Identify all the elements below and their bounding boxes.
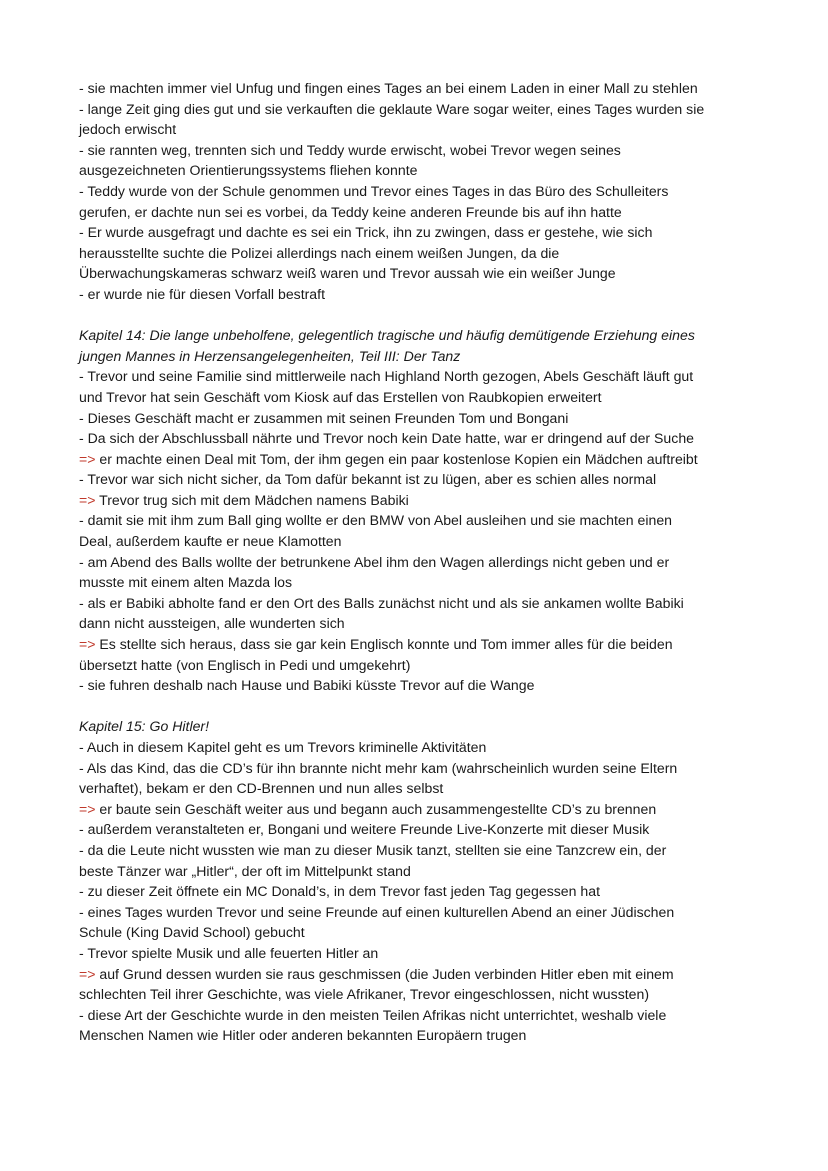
text-line: - da die Leute nicht wussten wie man zu dieser Musik tanzt, stellten sie eine Tanzcrew ein, der (79, 841, 667, 858)
text-line: verhaftet), bekam er den CD-Brennen und nun alles selbst (79, 780, 444, 797)
arrow-marker: => (79, 491, 96, 508)
text-line: - Teddy wurde von der Schule genommen und Trevor eines Tages in das Büro des Schulleiters (79, 182, 669, 199)
text-line: - Trevor spielte Musik und alle feuerten Hitler an (79, 944, 379, 961)
text-line: - sie rannten weg, trennten sich und Teddy wurde erwischt, wobei Trevor wegen seines (79, 141, 621, 158)
text-line: herausstellte suchte die Polizei allerdings nach einem weißen Jungen, da die (79, 244, 560, 261)
text-line: - er wurde nie für diesen Vorfall bestraft (79, 285, 325, 302)
text-line: - lange Zeit ging dies gut und sie verkauften die geklaute Ware sogar weiter, eines Tages wurden sie (79, 100, 705, 117)
text-line (79, 799, 756, 820)
text-line: Deal, außerdem kaufte er neue Klamotten (79, 533, 342, 550)
text-line: ausgezeichneten Orientierungssystems fliehen konnte (79, 162, 418, 179)
paragraph-gap (79, 305, 756, 326)
text-line: - sie fuhren deshalb nach Hause und Babiki küsste Trevor auf die Wange (79, 677, 535, 694)
text-span: er baute sein Geschäft weiter aus und begann auch zusammengestellte CD’s zu brennen (95, 800, 657, 817)
text-line: Schule (King David School) gebucht (79, 924, 305, 941)
text-line: schlechten Teil ihrer Geschichte, was viele Afrikaner, Trevor eingeschlossen, nicht wussten) (79, 986, 650, 1003)
text-span: er machte einen Deal mit Tom, der ihm gegen ein paar kostenlose Kopien ein Mädchen auftreibt (95, 450, 698, 467)
text-line (79, 449, 756, 470)
text-line: - Auch in diesem Kapitel geht es um Trevors kriminelle Aktivitäten (79, 739, 487, 755)
section-chapter-15 (79, 716, 756, 1046)
arrow-marker: => (79, 450, 96, 467)
text-line: musste mit einem alten Mazda los (79, 574, 293, 591)
text-line (79, 634, 756, 655)
chapter-heading: Kapitel 14: Die lange unbeholfene, gelegentlich tragische und häufig demütigende Erziehung eines (79, 327, 695, 344)
text-line: - sie machten immer viel Unfug und fingen eines Tages an bei einem Laden in einer Mall zu stehlen (79, 80, 698, 96)
text-line: - Trevor und seine Familie sind mittlerweile nach Highland North gezogen, Abels Geschäft läuft gut (79, 368, 694, 385)
section-intro (79, 78, 756, 305)
text-line: und Trevor hat sein Geschäft vom Kiosk auf das Erstellen von Raubkopien erweitert (79, 388, 602, 405)
text-line: gerufen, er dachte nun sei es vorbei, da Teddy keine anderen Freunde bis auf ihn hatte (79, 203, 622, 220)
text-line (79, 964, 756, 985)
text-line: - außerdem veranstalteten er, Bongani und weitere Freunde Live-Konzerte mit dieser Musik (79, 821, 650, 838)
text-line: beste Tänzer war „Hitler“, der oft im Mittelpunkt stand (79, 862, 411, 879)
text-line (79, 490, 756, 511)
chapter-heading: Kapitel 15: Go Hitler! (79, 718, 210, 735)
text-line: - Er wurde ausgefragt und dachte es sei ein Trick, ihn zu zwingen, dass er gestehe, wie sich (79, 224, 653, 241)
text-line: - zu dieser Zeit öffnete ein MC Donald’s, in dem Trevor fast jeden Tag gegessen hat (79, 883, 600, 900)
text-line: - Dieses Geschäft macht er zusammen mit seinen Freunden Tom und Bongani (79, 409, 569, 426)
text-line: - am Abend des Balls wollte der betrunkene Abel ihm den Wagen allerdings nicht geben und er (79, 553, 670, 570)
text-line: - damit sie mit ihm zum Ball ging wollte er den BMW von Abel ausleihen und sie machten einen (79, 512, 673, 529)
chapter-heading: jungen Mannes in Herzensangelegenheiten, Teil III: Der Tanz (79, 347, 461, 364)
text-line: Menschen Namen wie Hitler oder anderen bekannten Europäern trugen (79, 1027, 527, 1044)
text-line: - eines Tages wurden Trevor und seine Freunde auf einen kulturellen Abend an einer Jüdischen (79, 903, 675, 920)
text-line: - Da sich der Abschlussball nährte und Trevor noch kein Date hatte, war er dringend auf der Suche (79, 430, 694, 447)
text-line: - als er Babiki abholte fand er den Ort des Balls zunächst nicht und als sie ankamen wollte Babiki (79, 594, 684, 611)
text-line: dann nicht aussteigen, alle wunderten sich (79, 615, 345, 632)
text-span: Trevor trug sich mit dem Mädchen namens Babiki (95, 491, 409, 508)
paragraph-gap (79, 696, 756, 717)
text-span: Es stellte sich heraus, dass sie gar kein Englisch konnte und Tom immer alles für die beiden (95, 636, 673, 653)
arrow-marker: => (79, 800, 96, 817)
text-line: - Trevor war sich nicht sicher, da Tom dafür bekannt ist zu lügen, aber es schien alles normal (79, 471, 657, 488)
text-line: - diese Art der Geschichte wurde in den meisten Teilen Afrikas nicht unterrichtet, weshalb viele (79, 1006, 667, 1023)
section-chapter-14 (79, 325, 756, 696)
text-line: jedoch erwischt (79, 121, 177, 138)
text-line: - Als das Kind, das die CD’s für ihn brannte nicht mehr kam (wahrscheinlich wurden seine Eltern (79, 759, 678, 776)
arrow-marker: => (79, 636, 96, 653)
text-span: auf Grund dessen wurden sie raus geschmissen (die Juden verbinden Hitler eben mit einem (95, 965, 674, 982)
text-line: Überwachungskameras schwarz weiß waren und Trevor aussah wie ein weißer Junge (79, 265, 616, 282)
text-line: übersetzt hatte (von Englisch in Pedi und umgekehrt) (79, 656, 411, 673)
arrow-marker: => (79, 965, 96, 982)
